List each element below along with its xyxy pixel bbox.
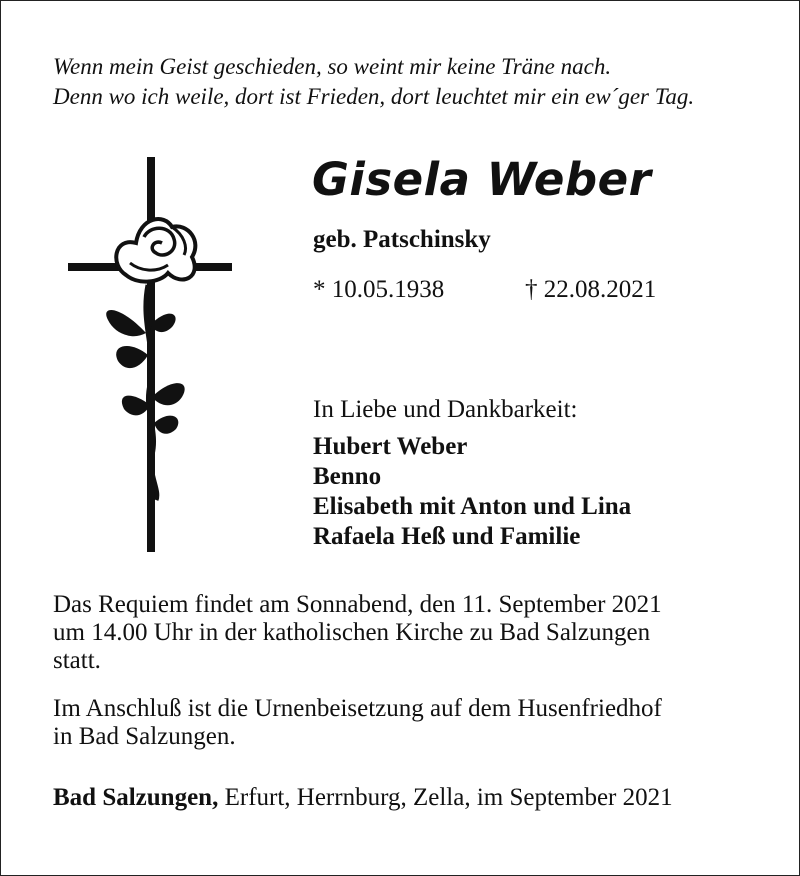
cross-with-rose-icon bbox=[60, 155, 240, 555]
mourner-name: Benno bbox=[313, 463, 382, 490]
death-date: † 22.08.2021 bbox=[525, 276, 657, 303]
mourner-name: Elisabeth mit Anton und Lina bbox=[313, 493, 632, 520]
burial-line: Im Anschluß ist die Urnenbeisetzung auf dem Husenfriedhof bbox=[53, 695, 662, 722]
mourners-list bbox=[313, 432, 631, 552]
footer-places bbox=[53, 784, 673, 812]
service-line: statt. bbox=[53, 647, 101, 674]
poem-line-2: Denn wo ich weile, dort ist Frieden, dort leuchtet mir ein ew´ger Tag. bbox=[53, 84, 695, 109]
mourner-name: Hubert Weber bbox=[313, 433, 468, 460]
poem bbox=[53, 52, 773, 112]
poem-line-1: Wenn mein Geist geschieden, so weint mir keine Träne nach. bbox=[53, 54, 612, 79]
service-line: um 14.00 Uhr in der katholischen Kirche zu Bad Salzungen bbox=[53, 619, 651, 646]
rose-bloom bbox=[116, 219, 195, 282]
deceased-name: Gisela Weber bbox=[312, 153, 652, 206]
service-line: Das Requiem findet am Sonnabend, den 11. September 2021 bbox=[53, 591, 662, 618]
maiden-name: geb. Patschinsky bbox=[313, 226, 491, 253]
burial-line: in Bad Salzungen. bbox=[53, 723, 236, 750]
footer-main-place: Bad Salzungen, bbox=[53, 784, 219, 811]
birth-date: * 10.05.1938 bbox=[313, 276, 445, 303]
burial-info bbox=[53, 695, 773, 751]
service-info bbox=[53, 591, 773, 675]
mourners-intro: In Liebe und Dankbarkeit: bbox=[313, 396, 578, 423]
life-dates bbox=[313, 276, 657, 304]
footer-other-places: Erfurt, Herrnburg, Zella, im September 2021 bbox=[218, 784, 673, 811]
mourner-name: Rafaela Heß und Familie bbox=[313, 523, 581, 550]
